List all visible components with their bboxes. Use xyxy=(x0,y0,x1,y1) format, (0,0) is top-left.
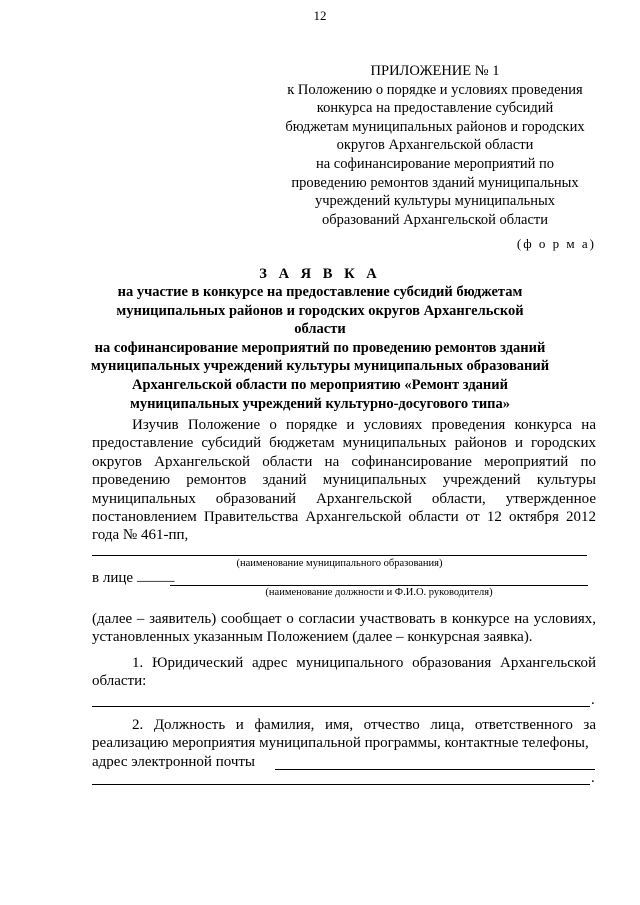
appendix-line: на софинансирование мероприятий по xyxy=(315,155,555,172)
subtitle-line: на софинансирование мероприятий по проведению ремонтов зданий xyxy=(94,339,546,356)
document-subtitle xyxy=(90,283,550,413)
intro-paragraph: Изучив Положение о порядке и условиях проведения конкурса на предоставление субсидий бюджетам муниципальных районов и городских округов Архангельской области на софинансирование мероприятий по проведению ремонтов зданий муниципальных учреждений культуры муниципальных образований Архангельской области, утвержденное постановлением Правительства Архангельской области от 12 октября 2012 года № 461-пп, xyxy=(92,417,596,544)
subtitle-line: муниципальных учреждений культуры муниципальных образований xyxy=(90,358,550,375)
in-person-label: в лице xyxy=(92,570,134,586)
head-caption: (наименование должности и Ф.И.О. руководителя) xyxy=(265,587,493,598)
head-name-field[interactable] xyxy=(170,585,588,586)
appendix-line: проведению ремонтов зданий муниципальных xyxy=(291,174,579,191)
appendix-line: конкурса на предоставление субсидий xyxy=(316,100,554,117)
appendix-line: округов Архангельской области xyxy=(336,137,534,154)
form-label: (ф о р м а) xyxy=(516,236,596,251)
in-person-blank: _____ xyxy=(137,568,175,584)
period: . xyxy=(591,770,595,786)
document-title: З А Я В К А xyxy=(259,266,381,282)
subtitle-line: муниципальных районов и городских округов Архангельской области xyxy=(116,302,524,338)
appendix-heading: ПРИЛОЖЕНИЕ № 1 xyxy=(370,63,500,79)
email-label: адрес электронной почты xyxy=(92,754,256,770)
subtitle-line: муниципальных учреждений культурно-досугового типа» xyxy=(129,395,511,412)
appendix-line: к Положению о порядке и условиях проведения xyxy=(287,81,583,98)
appendix-line: бюджетам муниципальных районов и городских xyxy=(285,118,585,135)
appendix-line: учреждений культуры муниципальных xyxy=(314,193,556,210)
applicant-paragraph: (далее – заявитель) сообщает о согласии участвовать в конкурсе на условиях, установленных указанным Положением (далее – конкурсная заявка). xyxy=(92,611,596,646)
item-legal-address: 1. Юридический адрес муниципального образования Архангельской области: xyxy=(92,655,596,690)
subtitle-line: на участие в конкурсе на предоставление субсидий бюджетам xyxy=(117,284,523,300)
legal-address-field[interactable] xyxy=(92,706,590,707)
contact-field[interactable] xyxy=(92,784,590,785)
appendix-line: образований Архангельской области xyxy=(321,211,549,228)
email-field[interactable] xyxy=(275,769,595,770)
item-responsible-person: 2. Должность и фамилия, имя, отчество лица, ответственного за реализацию мероприятия муниципальной программы, контактные телефоны, xyxy=(92,717,596,752)
appendix-block xyxy=(270,62,600,229)
period: . xyxy=(591,692,595,708)
municipality-caption: (наименование муниципального образования) xyxy=(236,558,443,569)
subtitle-line: Архангельской области по мероприятию «Ремонт зданий xyxy=(132,376,508,393)
municipality-name-field[interactable] xyxy=(92,555,587,556)
page-number: 12 xyxy=(313,8,327,23)
